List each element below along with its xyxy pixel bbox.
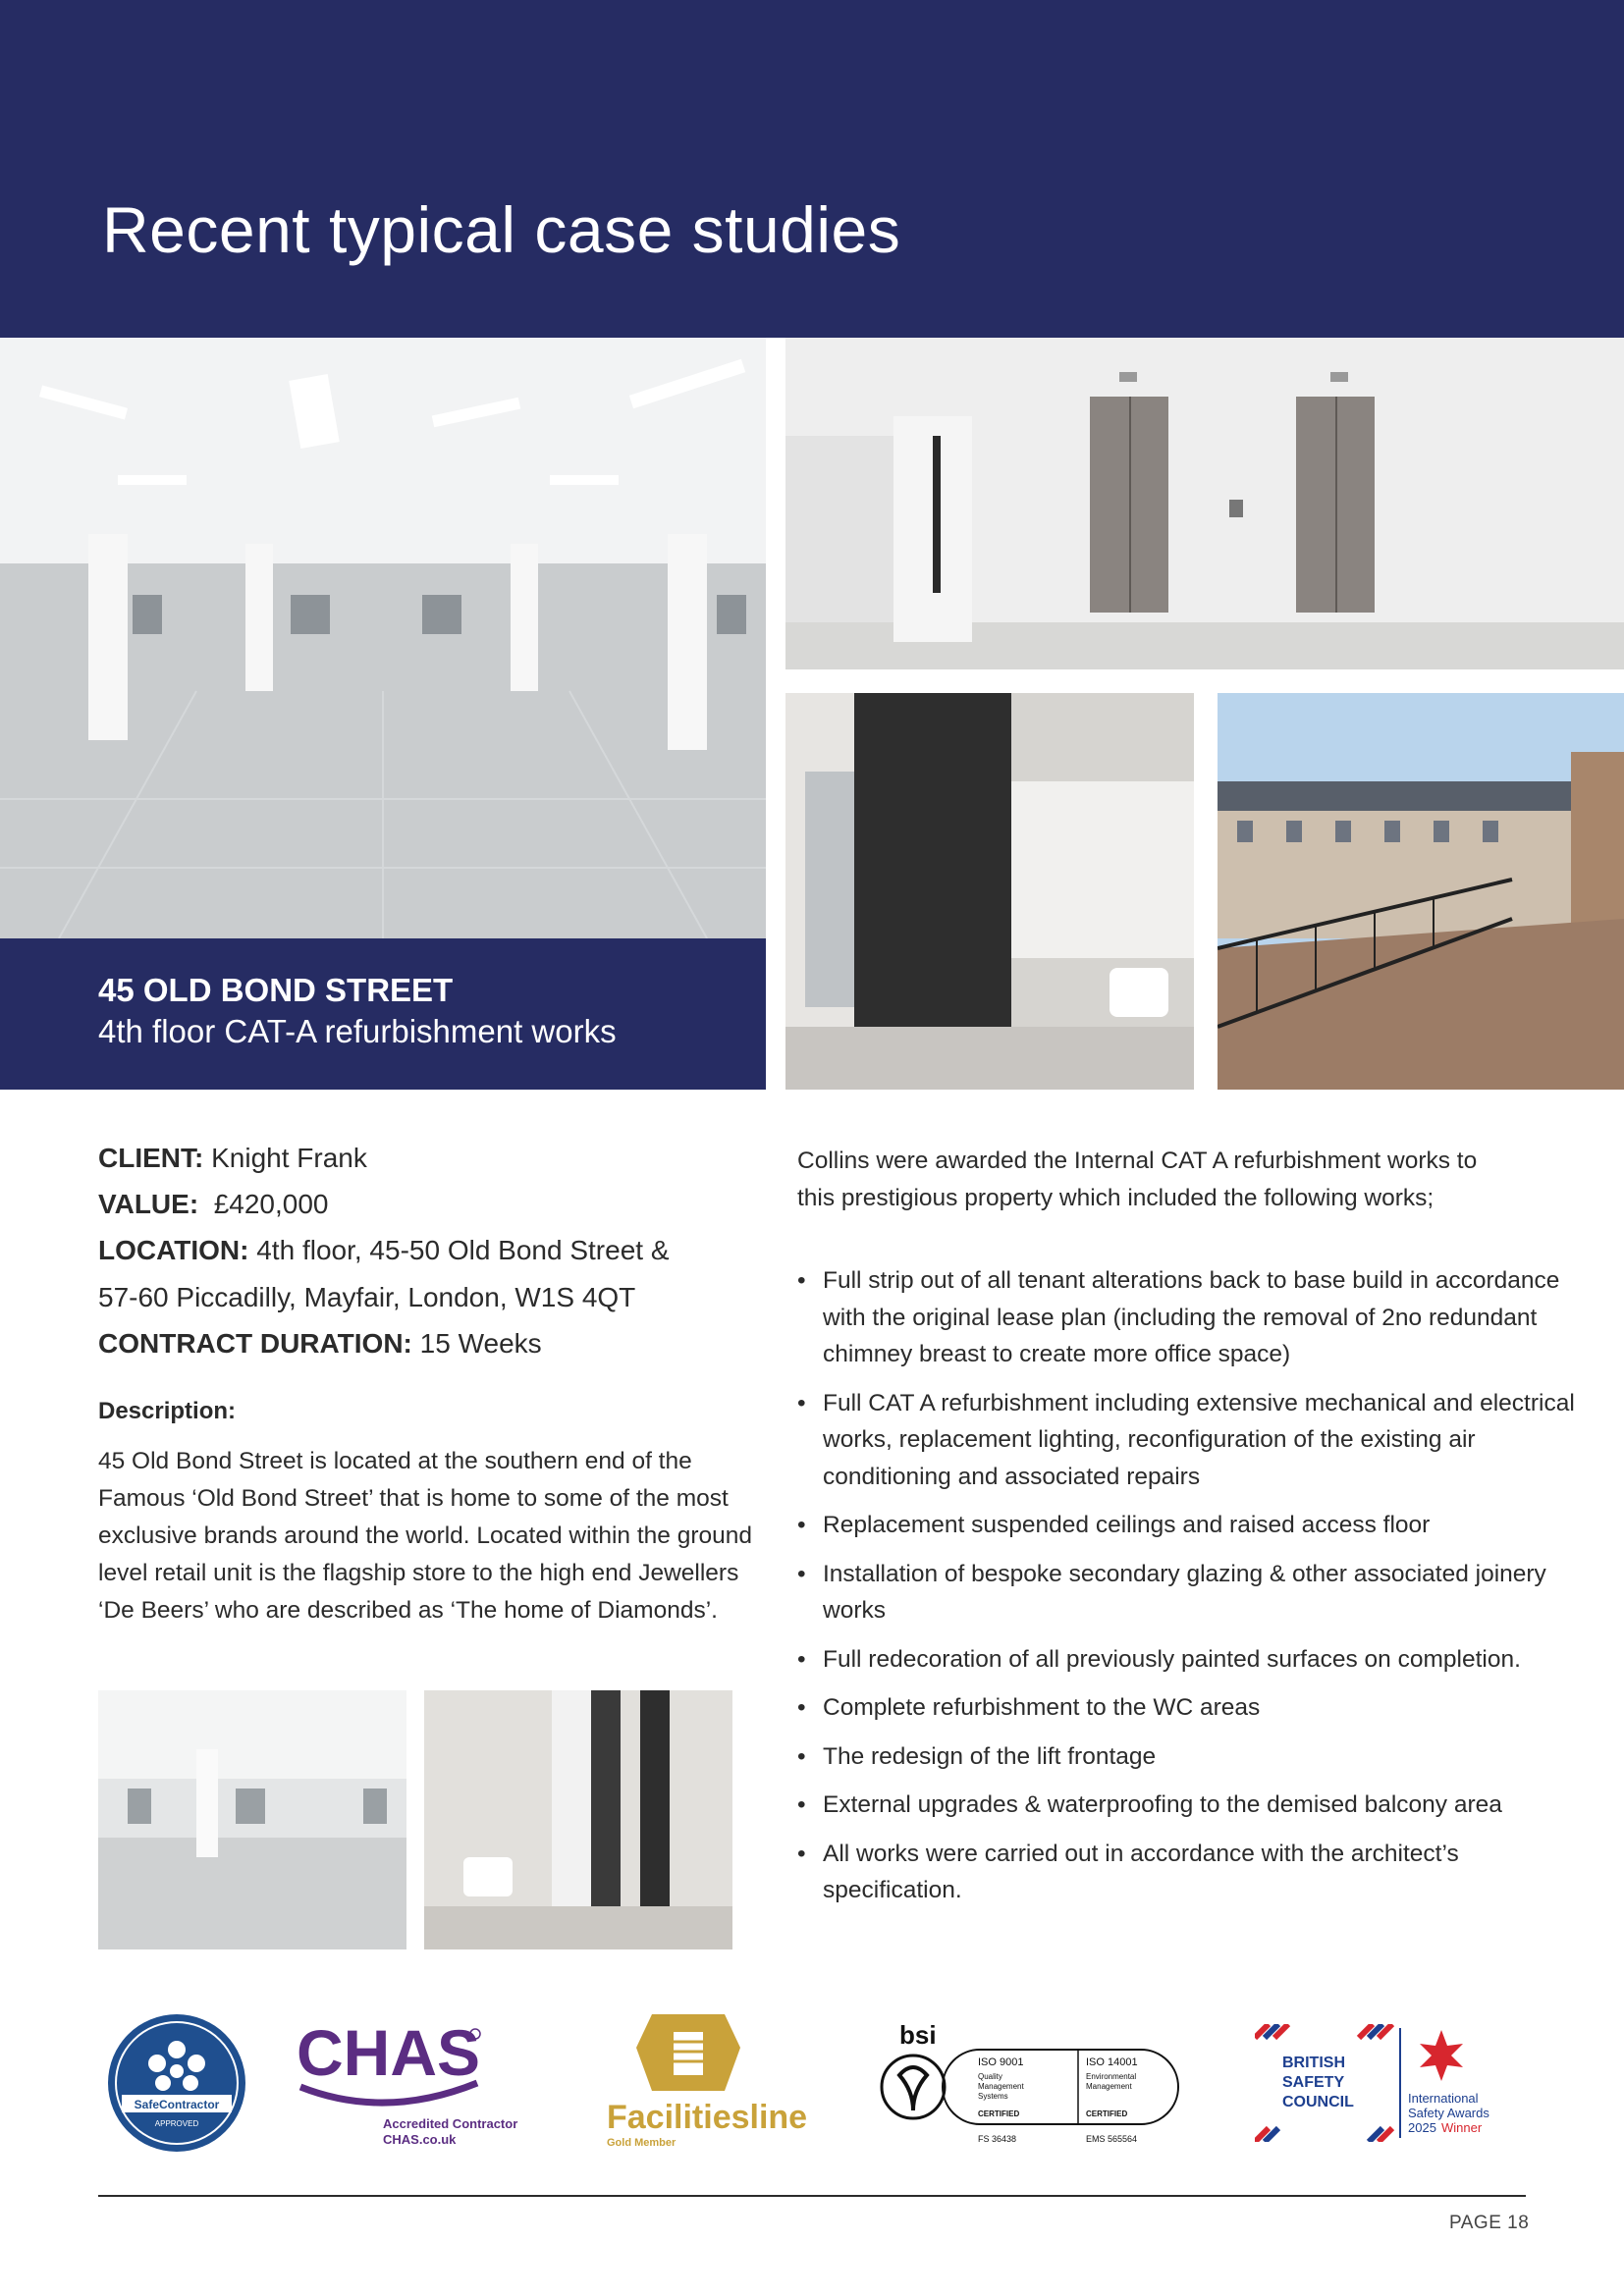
iso9001-desc2: Management — [978, 2082, 1024, 2091]
list-item: • Full redecoration of all previously painted surfaces on completion. — [797, 1641, 1583, 1679]
works-list — [797, 1262, 1583, 1921]
iso14001-cert: CERTIFIED — [1086, 2109, 1128, 2118]
iso9001-code: FS 36438 — [978, 2134, 1017, 2144]
bsi-certification-logo — [874, 2020, 1194, 2150]
british-safety-council-logo — [1255, 2024, 1518, 2142]
value-label: VALUE: — [98, 1189, 199, 1219]
bsc-award1: International — [1408, 2091, 1479, 2106]
iso9001-title: ISO 9001 — [978, 2056, 1024, 2068]
chas-line1: Accredited Contractor — [383, 2116, 518, 2131]
list-item: • All works were carried out in accordance with the architect’s specification. — [797, 1836, 1583, 1909]
bsc-award2: Safety Awards — [1408, 2106, 1489, 2120]
iso9001-desc3: Systems — [978, 2092, 1008, 2101]
safecontractor-name: SafeContractor — [134, 2098, 220, 2111]
client-value: Knight Frank — [211, 1143, 367, 1173]
page-title: Recent typical case studies — [102, 193, 901, 266]
facilitiesline-sub: Gold Member — [607, 2137, 677, 2149]
star-award-icon — [1420, 2030, 1463, 2081]
value-line — [98, 1189, 329, 1220]
iso9001-cert: CERTIFIED — [978, 2109, 1020, 2118]
facilitiesline-name: Facilitiesline — [607, 2099, 808, 2136]
duration-value: 15 Weeks — [419, 1328, 542, 1359]
chas-line2: CHAS.co.uk — [383, 2132, 457, 2147]
iso9001-desc1: Quality — [978, 2072, 1002, 2081]
works-intro: Collins were awarded the Internal CAT A refurbishment works to this prestigious property which included the following works; — [797, 1148, 1478, 1211]
iso14001-desc1: Environmental — [1086, 2072, 1137, 2081]
location-value-line1: 4th floor, 45-50 Old Bond Street & — [256, 1235, 670, 1265]
list-item: • External upgrades & waterproofing to the demised balcony area — [797, 1787, 1583, 1824]
bsc-award-winner: Winner — [1441, 2120, 1483, 2135]
safecontractor-sub: APPROVED — [154, 2119, 199, 2128]
client-line — [98, 1143, 367, 1174]
bsc-line2: SAFETY — [1282, 2074, 1345, 2091]
description-heading: Description: — [98, 1398, 237, 1424]
photo-balcony-terrace — [1218, 693, 1624, 1090]
duration-label: CONTRACT DURATION: — [98, 1328, 412, 1359]
list-item: • Replacement suspended ceilings and raised access floor — [797, 1507, 1583, 1544]
iso14001-code: EMS 565564 — [1086, 2134, 1138, 2144]
photo-office-interior-small — [98, 1690, 406, 1949]
bsc-line1: BRITISH — [1282, 2055, 1345, 2071]
header-banner — [0, 0, 1624, 338]
project-subtitle: 4th floor CAT-A refurbishment works — [98, 1013, 617, 1049]
location-line-2: 57-60 Piccadilly, Mayfair, London, W1S 4QT — [98, 1282, 636, 1312]
list-item: • The redesign of the lift frontage — [797, 1738, 1583, 1776]
bsc-award-year: 2025 — [1408, 2120, 1436, 2135]
facilitiesline-logo — [603, 2008, 819, 2156]
description-body: 45 Old Bond Street is located at the southern end of the Famous ‘Old Bond Street’ that is home to some of the most exclusive brands around the world. Located within the ground level retail unit is the flagship store to the high end Jewellers ‘De Beers’ who are described as ‘The home of Diamonds’. — [98, 1448, 752, 1624]
iso14001-title: ISO 14001 — [1086, 2056, 1138, 2068]
photo-lift-lobby — [785, 338, 1624, 669]
bsi-brand: bsi — [899, 2020, 937, 2050]
photo-wc-cubicles — [785, 693, 1194, 1090]
chas-logo — [297, 2014, 542, 2152]
list-item: • Complete refurbishment to the WC areas — [797, 1689, 1583, 1727]
chas-wordmark: CHAS — [297, 2016, 481, 2089]
list-item: • Full strip out of all tenant alterations back to base build in accordance with the original lease plan (including the removal of 2no redundant chimney breast to create more office space) — [797, 1262, 1583, 1373]
value-value: £420,000 — [213, 1189, 329, 1219]
bsc-line3: COUNCIL — [1282, 2094, 1354, 2110]
safecontractor-logo — [106, 2012, 247, 2154]
list-item: • Installation of bespoke secondary glazing & other associated joinery works — [797, 1556, 1583, 1629]
iso14001-desc2: Management — [1086, 2082, 1132, 2091]
list-item: • Full CAT A refurbishment including extensive mechanical and electrical works, replacement lighting, reconfiguration of the existing air conditioning and associated repairs — [797, 1385, 1583, 1496]
location-line — [98, 1235, 670, 1266]
location-label: LOCATION: — [98, 1235, 249, 1265]
duration-line — [98, 1328, 542, 1360]
footer-divider — [98, 2195, 1526, 2197]
client-label: CLIENT: — [98, 1143, 204, 1173]
project-name: 45 OLD BOND STREET — [98, 972, 454, 1008]
page-number: PAGE 18 — [1449, 2213, 1530, 2233]
photo-accessible-wc-small — [424, 1690, 732, 1949]
photo-open-plan-office — [0, 338, 766, 938]
